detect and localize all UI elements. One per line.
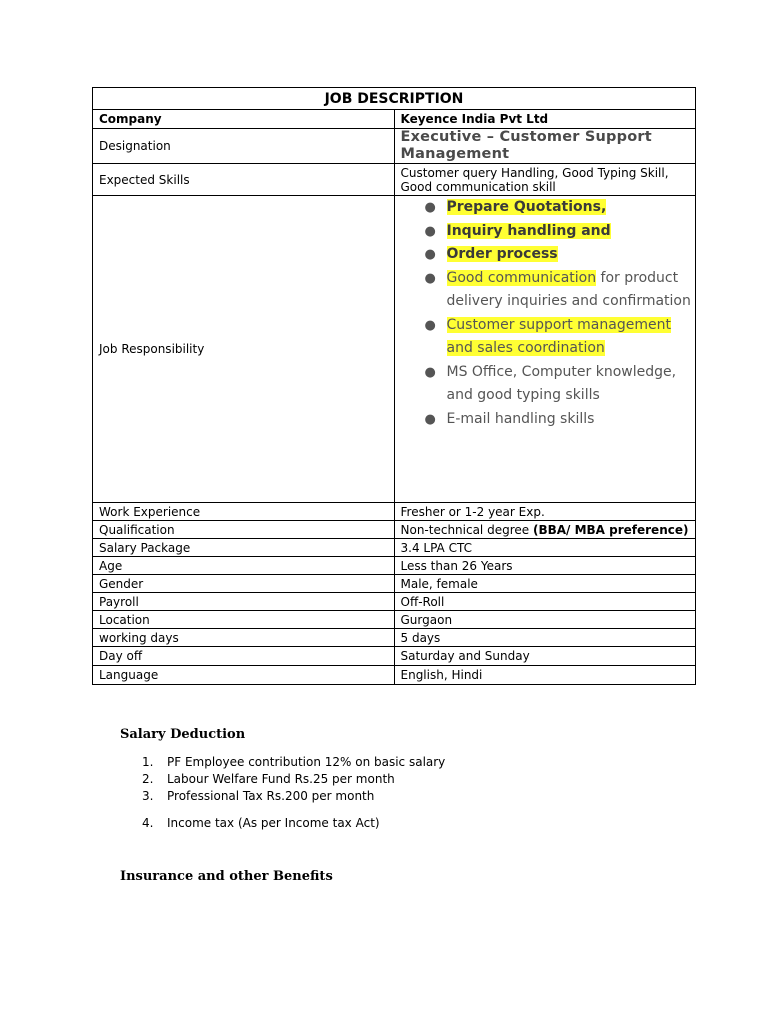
gender-value: Male, female: [394, 575, 696, 593]
location-value: Gurgaon: [394, 611, 696, 629]
responsibility-text: for product delivery inquiries and confirmation: [446, 269, 691, 309]
bullet-icon: ●: [424, 247, 436, 262]
salary-deduction-heading: Salary Deduction: [120, 727, 246, 742]
responsibility-highlight: Good communication: [446, 269, 597, 286]
job-description-table: [92, 87, 696, 685]
qualification-label: Qualification: [93, 521, 395, 539]
list-item: [425, 314, 696, 361]
responsibility-text: MS Office, Computer knowledge, and good typing skills: [446, 363, 677, 403]
list-item: [425, 196, 696, 220]
salary-package-value: 3.4 LPA CTC: [394, 539, 696, 557]
responsibility-highlight: Inquiry handling and: [446, 222, 611, 239]
list-number: 3.: [142, 789, 154, 803]
salary-deduction-list: [140, 754, 445, 832]
work-experience-value: Fresher or 1-2 year Exp.: [394, 503, 696, 521]
deduction-text: Professional Tax Rs.200 per month: [167, 789, 375, 803]
qualification-value: [394, 521, 696, 539]
deduction-text: Income tax (As per Income tax Act): [167, 816, 380, 830]
responsibility-list: [395, 196, 696, 431]
language-value: English, Hindi: [394, 666, 696, 685]
age-label: Age: [93, 557, 395, 575]
qualification-preference: (BBA/ MBA preference): [532, 522, 689, 537]
bullet-icon: ●: [424, 223, 436, 239]
deduction-text: PF Employee contribution 12% on basic salary: [167, 755, 446, 769]
qualification-text: Non-technical degree: [400, 522, 533, 537]
working-days-label: working days: [93, 629, 395, 647]
bullet-icon: ●: [424, 411, 436, 427]
payroll-label: Payroll: [93, 593, 395, 611]
bullet-icon: ●: [424, 317, 436, 333]
list-number: 2.: [142, 772, 154, 786]
salary-package-label: Salary Package: [93, 539, 395, 557]
designation-text: Executive – Customer Support Management: [400, 129, 652, 162]
age-value: Less than 26 Years: [394, 557, 696, 575]
insurance-heading: Insurance and other Benefits: [120, 869, 333, 884]
day-off-value: Saturday and Sunday: [394, 647, 696, 666]
responsibility-highlight: Order process: [446, 246, 558, 262]
gender-label: Gender: [93, 575, 395, 593]
language-label: Language: [93, 666, 395, 685]
list-item: [140, 771, 445, 788]
location-label: Location: [93, 611, 395, 629]
company-label: Company: [93, 110, 395, 129]
list-item: [425, 267, 696, 314]
designation-value: [394, 129, 696, 164]
bullet-icon: ●: [424, 200, 436, 215]
responsibility-text: E-mail handling skills: [446, 410, 595, 427]
expected-skills-value: Customer query Handling, Good Typing Skill, Good communication skill: [394, 164, 696, 196]
designation-label: Designation: [93, 129, 395, 164]
list-item: [140, 788, 445, 805]
responsibility-highlight: Prepare Quotations,: [446, 199, 607, 215]
day-off-label: Day off: [93, 647, 395, 666]
bullet-icon: ●: [424, 270, 436, 286]
list-item: [425, 408, 696, 432]
list-number: 4.: [142, 816, 154, 830]
payroll-value: Off-Roll: [394, 593, 696, 611]
job-responsibility-label: Job Responsibility: [93, 196, 395, 503]
list-item: [425, 361, 696, 408]
list-item: [140, 815, 445, 832]
responsibility-highlight: Customer support management and sales coordination: [446, 316, 671, 356]
table-title: JOB DESCRIPTION: [93, 88, 696, 110]
bullet-icon: ●: [424, 364, 436, 380]
expected-skills-label: Expected Skills: [93, 164, 395, 196]
list-item: [425, 220, 696, 244]
work-experience-label: Work Experience: [93, 503, 395, 521]
deduction-text: Labour Welfare Fund Rs.25 per month: [167, 772, 395, 786]
list-item: [140, 754, 445, 771]
working-days-value: 5 days: [394, 629, 696, 647]
list-item: [425, 243, 696, 267]
list-number: 1.: [142, 755, 154, 769]
company-value: Keyence India Pvt Ltd: [394, 110, 696, 129]
job-responsibility-value: [394, 196, 696, 503]
